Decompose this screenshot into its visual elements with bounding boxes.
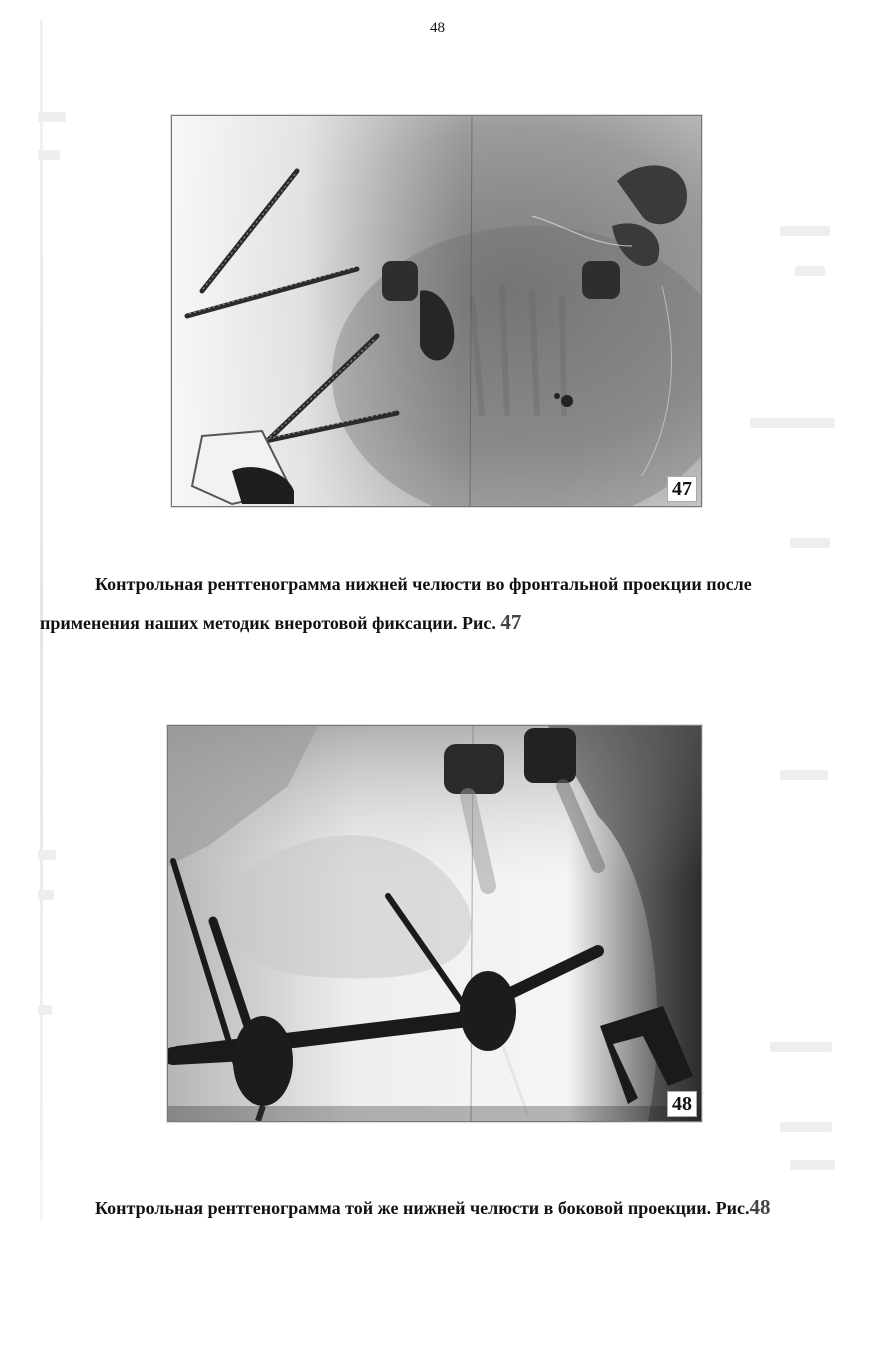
- figure-caption: [95, 1196, 855, 1219]
- bleed-through-text: [770, 1042, 832, 1052]
- bleed-through-text: [38, 1005, 52, 1015]
- figure-number-label: 48: [667, 1091, 697, 1117]
- bleed-through-text: [38, 150, 60, 160]
- figure-caption-line-2: [40, 611, 800, 634]
- figure-number-label: 47: [667, 476, 697, 502]
- xray-figure-lateral: [167, 725, 702, 1122]
- bleed-through-text: [780, 226, 830, 236]
- xray-frontal-image: [172, 116, 701, 506]
- page-number: 48: [430, 20, 445, 36]
- bleed-through-text: [790, 1160, 835, 1170]
- bleed-through-text: [38, 850, 56, 860]
- xray-lateral-image: [168, 726, 701, 1121]
- bleed-through-text: [780, 1122, 832, 1132]
- bleed-through-text: [750, 418, 835, 428]
- figure-caption-line-1: Контрольная рентгенограмма нижней челюсти во фронтальной проекции после: [95, 574, 752, 594]
- bleed-through-text: [795, 266, 825, 276]
- bleed-through-text: [790, 538, 830, 548]
- bleed-through-text: [38, 112, 66, 122]
- xray-figure-frontal: [171, 115, 702, 507]
- bleed-through-text: [780, 770, 828, 780]
- caption-text: Контрольная рентгенограмма той же нижней челюсти в боковой проекции. Рис.: [95, 1198, 750, 1218]
- bleed-through-text: [38, 890, 54, 900]
- caption-text: применения наших методик внеротовой фиксации. Рис.: [40, 613, 496, 633]
- figure-reference: 47: [500, 610, 522, 634]
- figure-reference: 48: [749, 1195, 771, 1219]
